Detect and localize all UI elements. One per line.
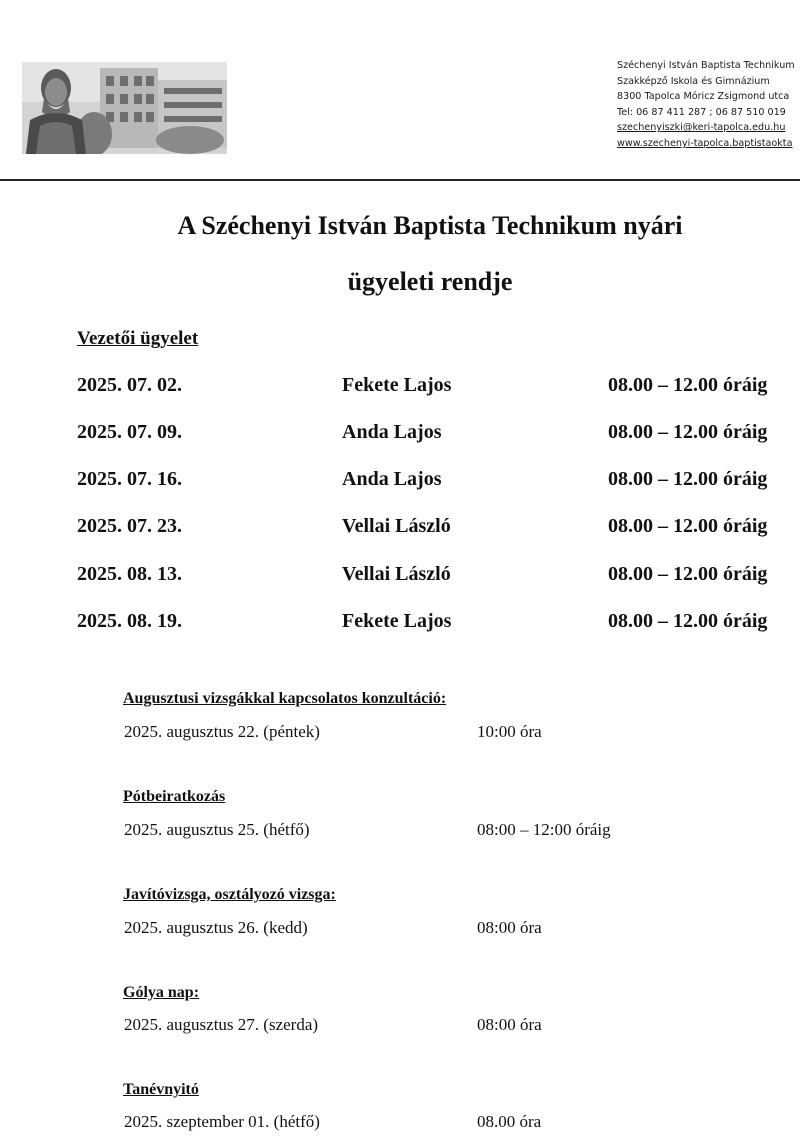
duty-hours: 08.00 – 12.00 óráig: [608, 515, 768, 537]
duty-date: 2025. 07. 23.: [77, 515, 182, 537]
duty-hours: 08.00 – 12.00 óráig: [608, 374, 768, 396]
duty-section-heading: Vezetői ügyelet: [77, 328, 199, 349]
event-date: 2025. augusztus 27. (szerda): [124, 1015, 319, 1034]
school-name-line: Széchenyi István Baptista Technikum: [617, 60, 795, 71]
duty-hours: 08.00 – 12.00 óráig: [608, 610, 768, 632]
duty-date: 2025. 08. 19.: [77, 610, 182, 632]
event-line: [0, 820, 800, 844]
event-line: [0, 1112, 800, 1136]
duty-row: [0, 610, 800, 638]
duty-row: [0, 468, 800, 496]
event-heading: Gólya nap:: [123, 984, 200, 1001]
duty-date: 2025. 07. 09.: [77, 421, 182, 443]
event-line: [0, 722, 800, 746]
event-time: 08.00 óra: [477, 1112, 542, 1131]
duty-row: [0, 374, 800, 402]
event-time: 08:00 – 12:00 óráig: [477, 820, 611, 839]
school-type-line: Szakképző Iskola és Gimnázium: [617, 75, 770, 87]
duty-date: 2025. 07. 02.: [77, 374, 182, 396]
duty-person: Vellai László: [342, 563, 451, 585]
event-date: 2025. augusztus 22. (péntek): [124, 722, 320, 741]
header-divider: [0, 179, 800, 181]
school-photo-illustration: [22, 62, 227, 154]
event-heading: Javítóvizsga, osztályozó vizsga:: [123, 886, 336, 903]
event-date: 2025. augusztus 26. (kedd): [124, 918, 308, 937]
duty-row: [0, 563, 800, 591]
event-date: 2025. szeptember 01. (hétfő): [124, 1112, 320, 1131]
website-link[interactable]: www.szechenyi-tapolca.baptistaokta: [617, 137, 793, 149]
event-heading: Pótbeiratkozás: [123, 788, 226, 805]
duty-date: 2025. 07. 16.: [77, 468, 182, 490]
event-heading: Augusztusi vizsgákkal kapcsolatos konzultáció:: [123, 690, 447, 707]
duty-person: Fekete Lajos: [342, 374, 452, 396]
address-line: 8300 Tapolca Móricz Zsigmond utca: [617, 91, 790, 103]
event-time: 08:00 óra: [477, 918, 542, 937]
duty-hours: 08.00 – 12.00 óráig: [608, 563, 768, 585]
duty-hours: 08.00 – 12.00 óráig: [608, 421, 768, 443]
letterhead: [0, 0, 800, 182]
contact-block: [617, 58, 800, 152]
page-title-line-1: A Széchenyi István Baptista Technikum nyári: [177, 211, 683, 240]
duty-person: Fekete Lajos: [342, 610, 452, 632]
email-link[interactable]: szechenyiszki@keri-tapolca.edu.hu: [617, 122, 786, 134]
event-time: 10:00 óra: [477, 722, 542, 741]
event-heading: Tanévnyitó: [123, 1081, 199, 1098]
event-date: 2025. augusztus 25. (hétfő): [124, 820, 310, 839]
page-title-line-2: ügyeleti rendje: [347, 267, 513, 296]
duty-row: [0, 421, 800, 449]
duty-person: Anda Lajos: [342, 421, 442, 443]
duty-hours: 08.00 – 12.00 óráig: [608, 468, 768, 490]
event-line: [0, 1015, 800, 1039]
event-time: 08:00 óra: [477, 1015, 542, 1034]
phone-line: Tel: 06 87 411 287 ; 06 87 510 019: [617, 106, 786, 118]
duty-person: Anda Lajos: [342, 468, 442, 490]
duty-date: 2025. 08. 13.: [77, 563, 182, 585]
event-line: [0, 918, 800, 942]
school-photo-logo: [22, 62, 227, 154]
duty-person: Vellai László: [342, 515, 451, 537]
duty-row: [0, 515, 800, 543]
